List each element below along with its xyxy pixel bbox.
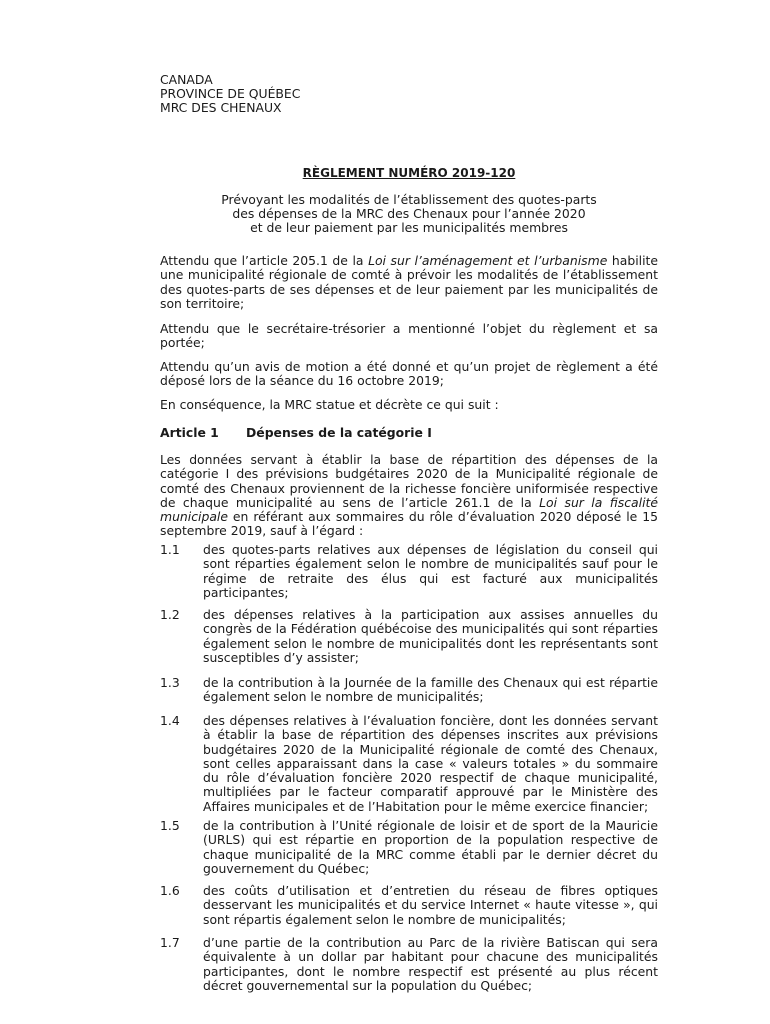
paragraph-text: en référant aux sommaires du rôle d’évaluation 2020 déposé le 15 septembre 2019, sauf à l’égard : (160, 509, 658, 539)
list-item (160, 676, 658, 705)
item-text: des quotes-parts relatives aux dépenses de législation du conseil qui sont réparties également selon le nombre de municipalités sauf pour le régime de retraite des élus qui est facturé aux municipalités participantes; (203, 542, 658, 600)
item-text: des dépenses relatives à la participation aux assises annuelles du congrès de la Fédération québécoise des municipalités qui sont réparties également selon le nombre de municipalités dont les représentants sont susceptibles d’y assister; (203, 607, 658, 665)
item-text: des coûts d’utilisation et d’entretien du réseau de fibres optiques desservant les municipalités et du service Internet « haute vitesse », qui sont répartis également selon le nombre de municipalités; (203, 883, 658, 927)
header-province: PROVINCE DE QUÉBEC (160, 86, 301, 101)
paragraph-whereas-2: Attendu que le secrétaire-trésorier a mentionné l’objet du règlement et sa portée; (160, 321, 658, 351)
list-item (160, 884, 658, 927)
list-item (160, 543, 658, 600)
item-number: 1.4 (160, 713, 180, 728)
paragraph-text: Les données servant à établir la base de répartition des dépenses de la catégorie I des prévisions budgétaires 2020 de la Municipalité régionale de comté des Chenaux proviennent de la richesse foncière uniformisée respective de chaque municipalité au sens de l’article 261.1 de la (160, 452, 658, 510)
subtitle-line-2: des dépenses de la MRC des Chenaux pour l’année 2020 (232, 206, 586, 221)
law-reference: Loi sur l’aménagement et l’urbanisme (368, 253, 608, 268)
item-number: 1.5 (160, 818, 180, 833)
regulation-subtitle (160, 193, 658, 235)
article-1-intro (160, 453, 658, 539)
article-number: Article 1 (160, 425, 219, 440)
item-number: 1.3 (160, 675, 180, 690)
list-item (160, 608, 658, 665)
item-number: 1.2 (160, 607, 180, 622)
list-item (160, 819, 658, 876)
item-number: 1.1 (160, 542, 180, 557)
article-1-heading (160, 426, 432, 440)
regulation-title: RÈGLEMENT NUMÉRO 2019-120 (302, 166, 516, 180)
item-number: 1.7 (160, 935, 180, 950)
paragraph-whereas-1 (160, 254, 658, 311)
item-text: de la contribution à l’Unité régionale de loisir et de sport de la Mauricie (URLS) qui est répartie en proportion de la population respective de chaque municipalité de la MRC comme établi par le dernier décret du gouvernement du Québec; (203, 818, 658, 876)
header-country: CANADA (160, 72, 213, 87)
list-item (160, 936, 658, 993)
item-text: d’une partie de la contribution au Parc de la rivière Batiscan qui sera équivalente à un dollar par habitant pour chacune des municipalités participantes, dont le nombre respectif est présenté au plus récent décret gouvernemental sur la population du Québec; (203, 935, 658, 993)
law-reference: Loi sur la fiscalité municipale (160, 494, 658, 525)
document-header (160, 73, 300, 115)
subtitle-line-1: Prévoyant les modalités de l’établissement des quotes-parts (221, 192, 597, 207)
list-item (160, 714, 658, 814)
subtitle-line-3: et de leur paiement par les municipalités membres (250, 220, 568, 235)
paragraph-consequence: En conséquence, la MRC statue et décrète ce qui suit : (160, 397, 499, 412)
item-text: des dépenses relatives à l’évaluation foncière, dont les données servant à établir la base de répartition des dépenses inscrites aux prévisions budgétaires 2020 de la Municipalité régionale de comté des Chenaux, sont celles apparaissant dans la case « valeurs totales » du sommaire du rôle d’évaluation foncière 2020 respectif de chaque municipalité, multipliées par le facteur comparatif approuvé par le Ministère des Affaires municipales et de l’Habitation pour le même exercice financier; (203, 713, 658, 814)
header-mrc: MRC DES CHENAUX (160, 100, 282, 115)
paragraph-text: Attendu que l’article 205.1 de la (160, 253, 369, 268)
item-text: de la contribution à la Journée de la famille des Chenaux qui est répartie également selon le nombre de municipalités; (203, 675, 658, 705)
paragraph-whereas-3: Attendu qu’un avis de motion a été donné et qu’un projet de règlement a été déposé lors de la séance du 16 octobre 2019; (160, 359, 658, 389)
article-title: Dépenses de la catégorie I (246, 425, 432, 440)
item-number: 1.6 (160, 883, 180, 898)
paragraph-text: habilite une municipalité régionale de comté à prévoir les modalités de l’établissement des quotes-parts de ses dépenses et de leur paiement par les municipalités de son territoire; (160, 253, 658, 311)
